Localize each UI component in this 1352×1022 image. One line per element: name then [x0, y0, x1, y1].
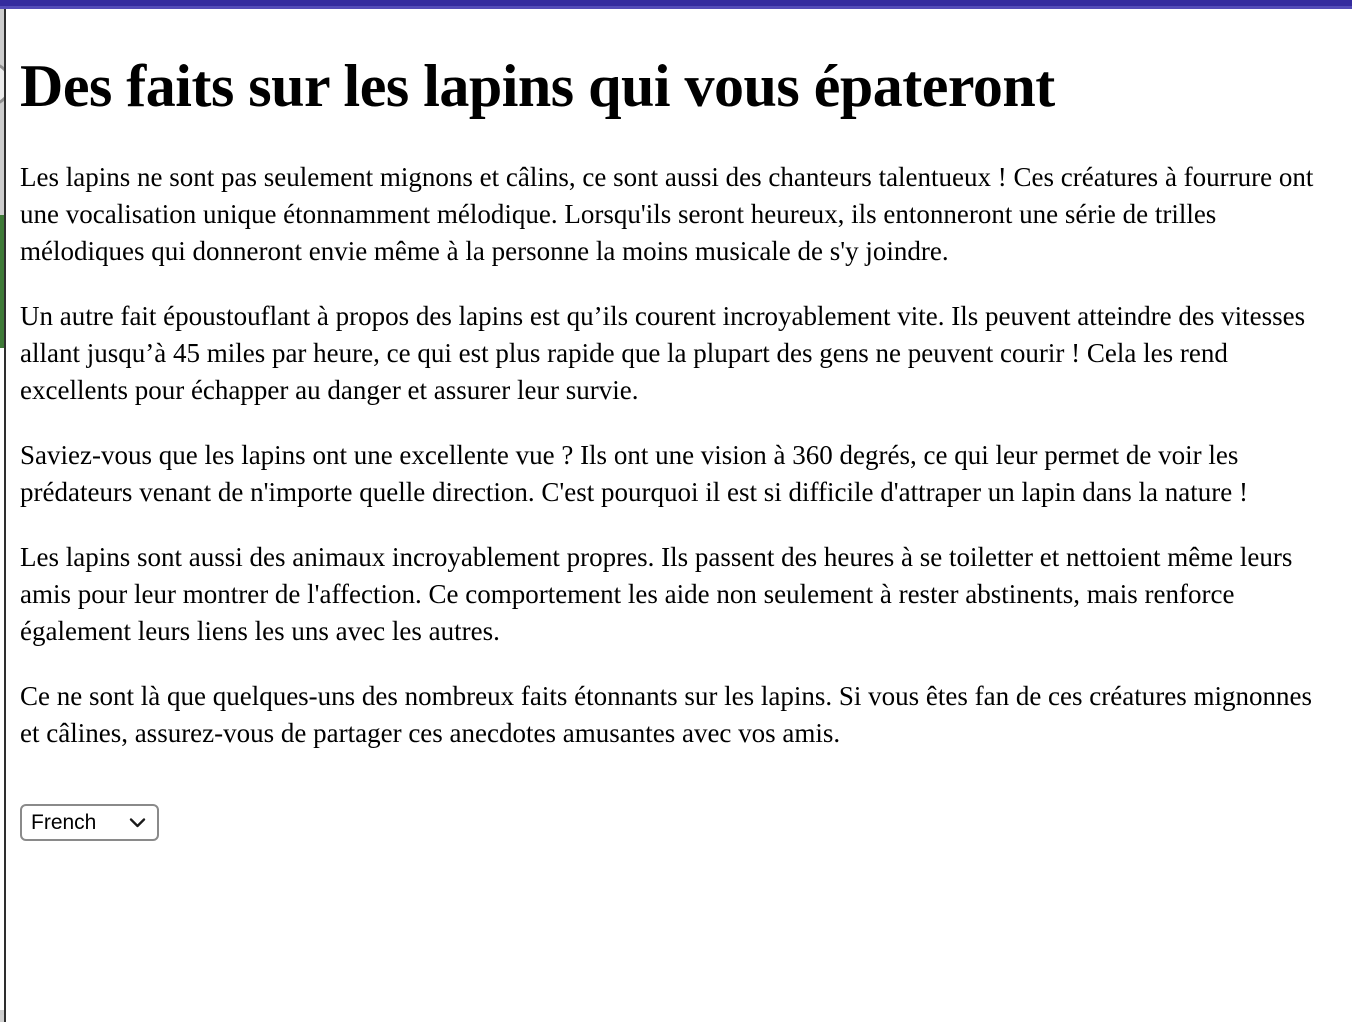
paragraph-grooming: Les lapins sont aussi des animaux incroyablement propres. Ils passent des heures à se toiletter et nettoient même leurs amis pour leur montrer de l'affection. Ce comportement les aide non seulement à rester abstinents, mais renforce également leurs liens les uns avec les autres.	[20, 542, 1293, 646]
language-select[interactable]	[20, 804, 159, 841]
language-select-value: French	[31, 810, 97, 834]
window-top-bar	[0, 0, 1352, 9]
page-title: Des faits sur les lapins qui vous épateront	[20, 53, 1055, 119]
article-page	[6, 9, 1352, 1022]
paragraph-singing: Les lapins ne sont pas seulement mignons et câlins, ce sont aussi des chanteurs talentueux ! Ces créatures à fourrure ont une vocalisation unique étonnamment mélodique. Lorsqu'ils seront heureux, ils entonneront une série de trilles mélodiques qui donneront envie même à la personne la moins musicale de s'y joindre.	[20, 162, 1314, 266]
paragraph-vision: Saviez-vous que les lapins ont une excellente vue ? Ils ont une vision à 360 degrés, ce qui leur permet de voir les prédateurs venant de n'importe quelle direction. C'est pourquoi il est si difficile d'attraper un lapin dans la nature !	[20, 440, 1248, 507]
paragraph-speed: Un autre fait époustouflant à propos des lapins est qu’ils courent incroyablement vite. Ils peuvent atteindre des vitesses allant jusqu’à 45 miles par heure, ce qui est plus rapide que la plupart des gens ne peuvent courir ! Cela les rend excellents pour échapper au danger et assurer leur survie.	[20, 301, 1306, 405]
paragraph-closing: Ce ne sont là que quelques-uns des nombreux faits étonnants sur les lapins. Si vous êtes fan de ces créatures mignonnes et câlines, assurez-vous de partager ces anecdotes amusantes avec vos amis.	[20, 681, 1312, 748]
page-left-border	[4, 9, 6, 1022]
chevron-down-icon	[129, 818, 146, 828]
